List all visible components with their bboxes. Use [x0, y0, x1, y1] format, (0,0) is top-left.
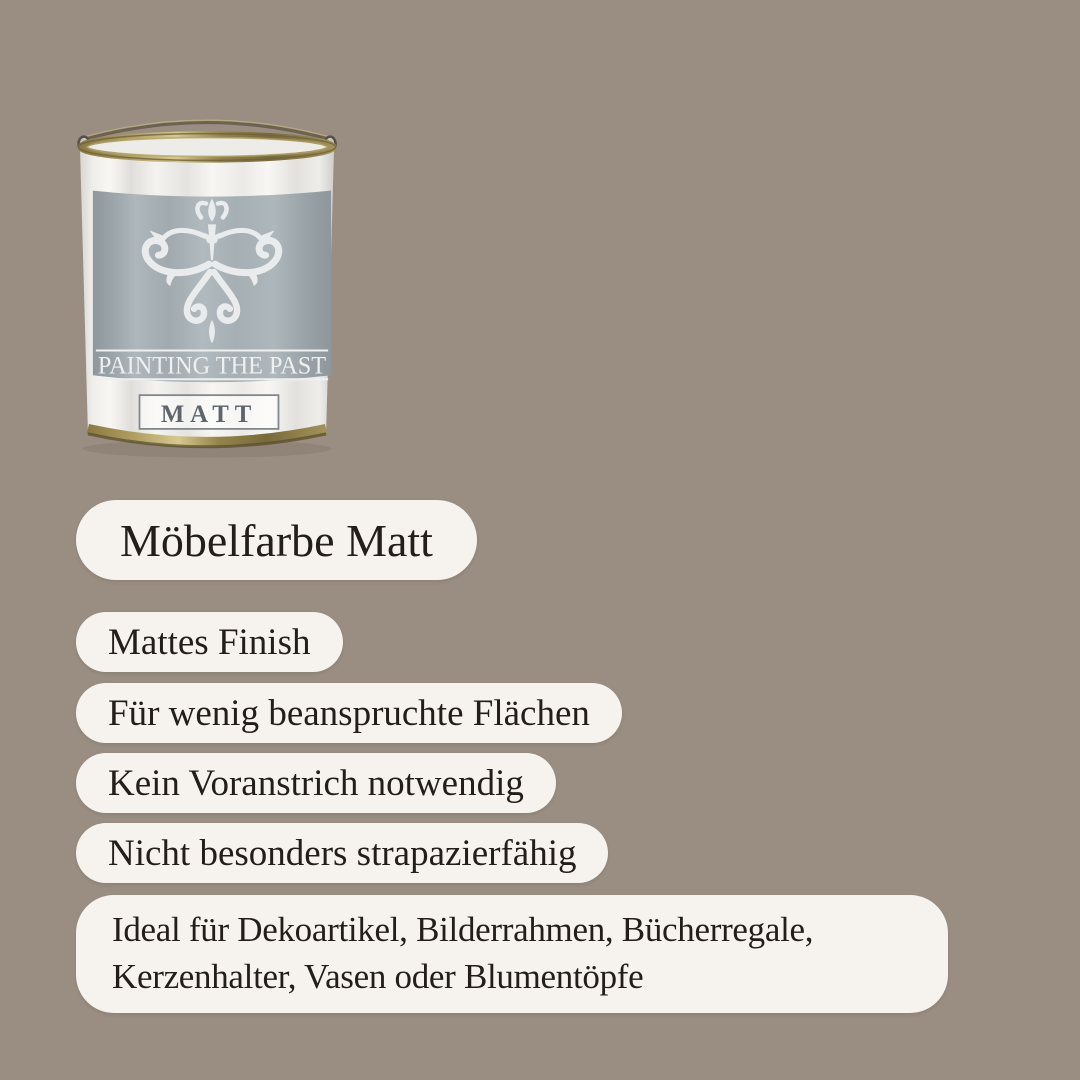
page-title: Möbelfarbe Matt: [120, 514, 433, 566]
feature-text: Mattes Finish: [108, 621, 311, 663]
paint-can-image: [75, 102, 343, 460]
feature-text: Kein Voranstrich notwendig: [108, 762, 524, 804]
can-top-rim: [78, 134, 335, 161]
feature-pill-durability: [76, 823, 608, 883]
feature-pill-ideal-uses: [76, 895, 948, 1013]
feature-text: Für wenig beanspruchte Flächen: [108, 692, 590, 734]
feature-pill-finish: [76, 612, 343, 672]
finish-badge: [140, 395, 279, 429]
feature-text: Ideal für Dekoartikel, Bilderrahmen, Bücherregale, Kerzenhalter, Vasen oder Blumentöpfe: [112, 910, 814, 996]
can-label: [93, 191, 331, 383]
brand-name-label: PAINTING THE PAST: [97, 350, 327, 380]
feature-text: Nicht besonders strapazierfähig: [108, 832, 577, 874]
feature-pill-no-primer: [76, 753, 556, 813]
feature-pill-surfaces: [76, 683, 622, 743]
page-title-pill: [76, 500, 477, 580]
finish-badge-label: MATT: [160, 400, 258, 428]
